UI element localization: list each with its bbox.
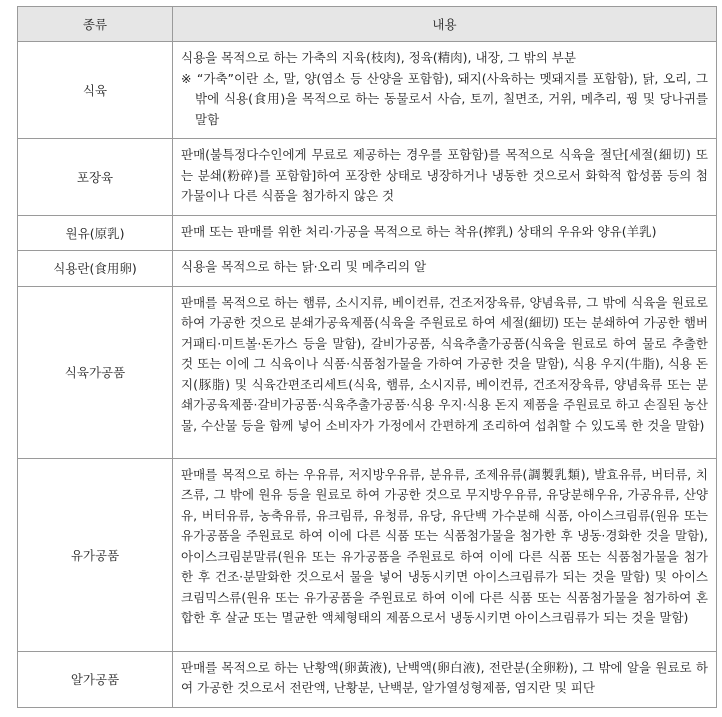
row-kind: 원유(原乳) (18, 215, 173, 251)
row-content (173, 42, 717, 139)
row-kind: 유가공품 (18, 458, 173, 651)
row-kind: 포장육 (18, 139, 173, 216)
header-content: 내용 (173, 7, 717, 42)
row-kind: 식육 (18, 42, 173, 139)
row-note: ※ “가축”이란 소, 말, 양(염소 등 산양을 포함함), 돼지(사육하는 멧돼지를 포함함), 닭, 오리, 그 밖에 식용(食用)을 목적으로 하는 동물로서 사슴, 토끼, 칠면조, 거위, 메추리, 꿩 및 당나귀를 말함 (181, 70, 708, 127)
row-content-text: 판매를 목적으로 하는 햄류, 소시지류, 베이컨류, 건조저장육류, 양념육류, 그 밖에 식육을 원료로 하여 가공한 것으로 분쇄가공육제품(식육을 주원료로 하여 세절(細切) 또는 분쇄하여 가공한 햄버거패티·미트볼·돈가스 등을 말함), 갈비가공품, 식육추출가공품(식육을 원료로 하여 물로 추출한 것 또는 이에 그 식육이나 식품·식품첨가물을 가하여 가공한 것을 말함), 식용 우지(牛脂), 식용 돈지(豚脂) 및 식육간편조리세트(식육, 햄류, 소시지류, 베이컨류, 건조저장육류, 양념육류 또는 분쇄가공육제품·갈비가공품·식육추출가공품·식용 우지·식용 돈지 제품을 주원료로 하고 손질된 농산물, 수산물 등을 함께 넣어 소비자가 가정에서 간편하게 조리하여 섭취할 수 있도록 한 것을 말함) (181, 294, 708, 433)
row-content-text: 식용을 목적으로 하는 닭·오리 및 메추리의 알 (181, 259, 427, 274)
row-content-text: 판매를 목적으로 하는 난황액(卵黃液), 난백액(卵白液), 전란분(全卵粉), 그 밖에 알을 원료로 하여 가공한 것으로서 전란액, 난황분, 난백분, 알가열성형제품, 염지란 및 피단 (181, 659, 708, 695)
row-content-text: 판매 또는 판매를 위한 처리·가공을 목적으로 하는 착유(搾乳) 상태의 우유와 양유(羊乳) (181, 223, 657, 239)
row-content-text: 판매(불특정다수인에게 무료로 제공하는 경우를 포함함)를 목적으로 식육을 절단[세절(細切) 또는 분쇄(粉碎)를 포함함]하여 포장한 상태로 냉장하거나 냉동한 것으로서 화학적 합성품 등의 첨가물이나 다른 식품을 첨가하지 않은 것 (181, 147, 708, 203)
table-row (18, 251, 717, 287)
table-row (18, 215, 717, 251)
table-row (18, 286, 717, 458)
row-content (173, 251, 717, 287)
row-content-text: 식용을 목적으로 하는 가축의 지육(枝肉), 정육(精肉), 내장, 그 밖의 부분 (181, 50, 576, 65)
table-row (18, 42, 717, 139)
table-row (18, 139, 717, 216)
row-content-text: 판매를 목적으로 하는 우유류, 저지방우유류, 분유류, 조제유류(調製乳類), 발효유류, 버터류, 치즈류, 그 밖에 원유 등을 원료로 하여 가공한 것으로 무지방우유류, 유당분해우유, 가공유류, 산양유, 버터유류, 농축유류, 유크림류, 유청류, 유당, 유단백 가수분해 식품, 아이스크림류(원유 또는 유가공품을 주원료로 하여 이에 다른 식품 또는 식품첨가물을 첨가한 후 냉동·경화한 것을 말함), 아이스크림분말류(원유 또는 유가공품을 주원료로 하여 이에 다른 식품 또는 식품첨가물을 첨가한 후 건조·분말화한 것으로서 물을 넣어 냉동시키면 아이스크림류가 되는 것을 말함) 및 아이스크림믹스류(원유 또는 유가공품을 주원료로 하여 이에 다른 식품 또는 식품첨가물을 첨가하여 혼합한 후 살균 또는 멸균한 액체형태의 제품으로서 냉동시키면 아이스크림류가 되는 것을 말함) (181, 466, 708, 625)
table-header-row (18, 7, 717, 42)
header-kind: 종류 (18, 7, 173, 42)
row-kind: 식용란(食用卵) (18, 251, 173, 287)
row-kind: 알가공품 (18, 651, 173, 707)
row-content (173, 651, 717, 707)
table-row (18, 651, 717, 707)
row-content (173, 139, 717, 216)
row-content (173, 215, 717, 251)
row-kind: 식육가공품 (18, 286, 173, 458)
table-row (18, 458, 717, 651)
row-content (173, 286, 717, 458)
row-content (173, 458, 717, 651)
food-category-table (17, 6, 717, 708)
